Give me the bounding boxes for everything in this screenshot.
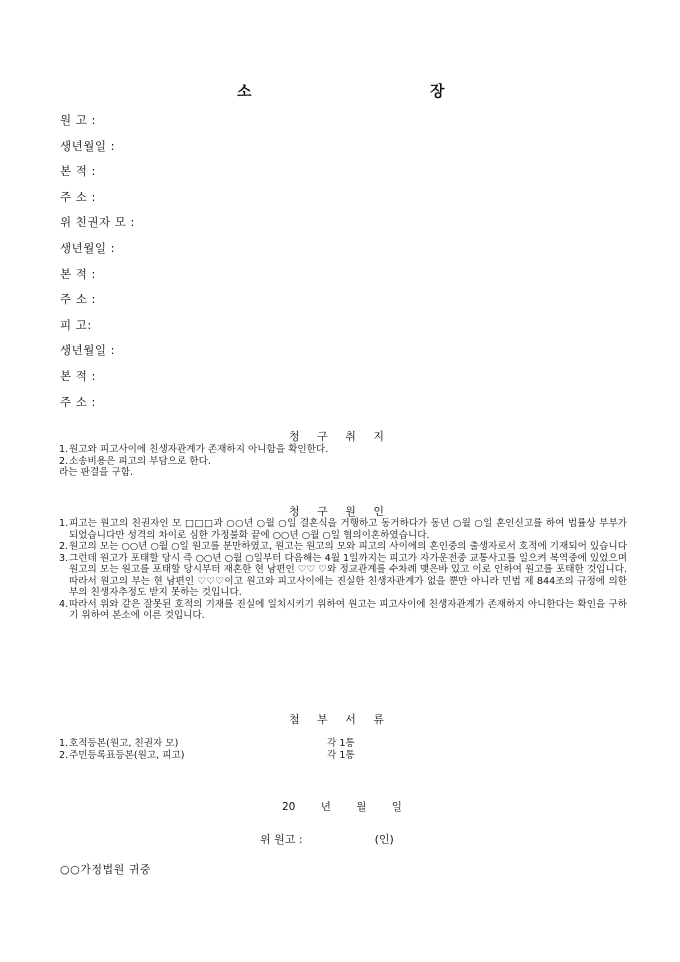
cause-item-number: 3. — [59, 552, 69, 564]
attachment-name: 주민등록표등본(원고, 피고) — [69, 750, 185, 761]
document-title — [0, 80, 680, 102]
claim-item — [59, 456, 627, 468]
cause-item — [59, 553, 627, 599]
date-day-label: 일 — [391, 801, 402, 813]
claim-item-number: 1. — [59, 444, 69, 455]
plaintiff-address-label: 주 소 : — [60, 189, 96, 204]
defendant-domicile-label: 본 적 : — [60, 368, 96, 383]
cause-item-text: 피고는 원고의 친권자인 모 □□□과 ○○년 ○월 ○일 결혼식을 거행하고 동거하다가 동년 ○월 ○일 혼인신고를 하여 법률상 부부가 되었습니다만 성격의 차이로 심한 가정불화 끝에 ○○년 ○월 ○일 협의이혼하였습니다. — [69, 518, 627, 541]
claim-heading: 청 구 취 지 — [289, 430, 391, 443]
attachment-quantity: 각 1통 — [327, 738, 355, 749]
claim-item-text: 원고와 피고사이에 친생자관계가 존재하지 아니함을 확인한다. — [69, 444, 329, 455]
guardian-mother-label: 위 친권자 모 : — [60, 215, 135, 230]
attachment-quantity: 각 1통 — [327, 750, 355, 761]
date-year-label: 년 — [320, 801, 331, 813]
guardian-address-label: 주 소 : — [60, 292, 96, 307]
cause-item-number: 1. — [59, 518, 69, 529]
claim-item-text: 소송비용은 피고의 부담으로 한다. — [69, 455, 211, 467]
cause-item-text: 그런데 원고가 포태할 당시 즉 ○○년 ○월 ○일부터 다음해는 4월 1일까지는 피고가 자가운전중 교통사고를 일으켜 복역중에 있었으며 원고의 모는 원고를 포태할 당시부터 재혼한 현 남편인 ♡♡ ♡와 정교관계를 수차례 맺은바 있고 이로 인하여 원고를 포태한 것입니다. 따라서 원고의 부는 현 남편인 ♡♡♡이고 원고와 피고사이에는 진실한 친생자관계가 없을 뿐만 아니라 민법 제 844조의 규정에 의한 부의 친생자추정도 받지 못하는 것입니다. — [69, 552, 627, 598]
cause-heading: 청 구 원 인 — [289, 505, 391, 518]
claim-section — [59, 444, 627, 479]
cause-section — [59, 518, 627, 622]
claim-item — [59, 444, 627, 456]
attachment-name: 호적등본(원고, 친권자 모) — [69, 738, 179, 749]
plaintiff-domicile-label: 본 적 : — [60, 164, 96, 179]
attachments-heading: 첨 부 서 류 — [289, 713, 391, 726]
cause-item-number: 2. — [59, 541, 69, 552]
attachment-item — [59, 750, 459, 762]
cause-item — [59, 518, 627, 541]
defendant-birthdate-label: 생년월일 : — [60, 343, 115, 358]
defendant-address-label: 주 소 : — [60, 394, 96, 409]
plaintiff-label: 원 고 : — [60, 113, 96, 127]
cause-item-text: 따라서 위와 같은 잘못된 호적의 기재를 진실에 일치시키기 위하여 원고는 피고사이에 친생자관계가 존재하지 아니한다는 확인을 구하기 위하여 본소에 이른 것입니다. — [69, 598, 627, 621]
attachments-list — [59, 738, 459, 762]
guardian-birthdate-label: 생년월일 : — [60, 240, 115, 255]
party-info — [60, 108, 620, 415]
cause-item-number: 4. — [59, 598, 69, 610]
claim-item-number: 2. — [59, 455, 69, 467]
signature-line — [260, 831, 394, 847]
date-year: 20 — [282, 801, 296, 813]
filing-date — [282, 799, 424, 814]
cause-item — [59, 541, 627, 553]
title-char-1: 소 — [237, 82, 252, 100]
claim-closing: 라는 판결을 구함. — [59, 467, 134, 478]
plaintiff-birthdate-label: 생년월일 : — [60, 138, 115, 153]
seal-mark: (인) — [374, 833, 394, 846]
guardian-domicile-label: 본 적 : — [60, 266, 96, 281]
signature-label: 위 원고 : — [260, 833, 303, 846]
defendant-label: 피 고: — [60, 317, 92, 332]
attachment-item — [59, 738, 459, 750]
date-month-label: 월 — [356, 801, 367, 813]
attachment-number: 1. — [59, 738, 69, 749]
attachment-number: 2. — [59, 750, 69, 761]
cause-item — [59, 599, 627, 622]
title-char-2: 장 — [430, 82, 445, 100]
court-addressee: ○○가정법원 귀중 — [60, 863, 151, 876]
cause-item-text: 원고의 모는 ○○년 ○월 ○일 원고를 분만하였고, 원고는 원고의 모와 피고의 사이에의 혼인중의 출생자로서 호적에 기재되어 있습니다 — [69, 541, 627, 552]
